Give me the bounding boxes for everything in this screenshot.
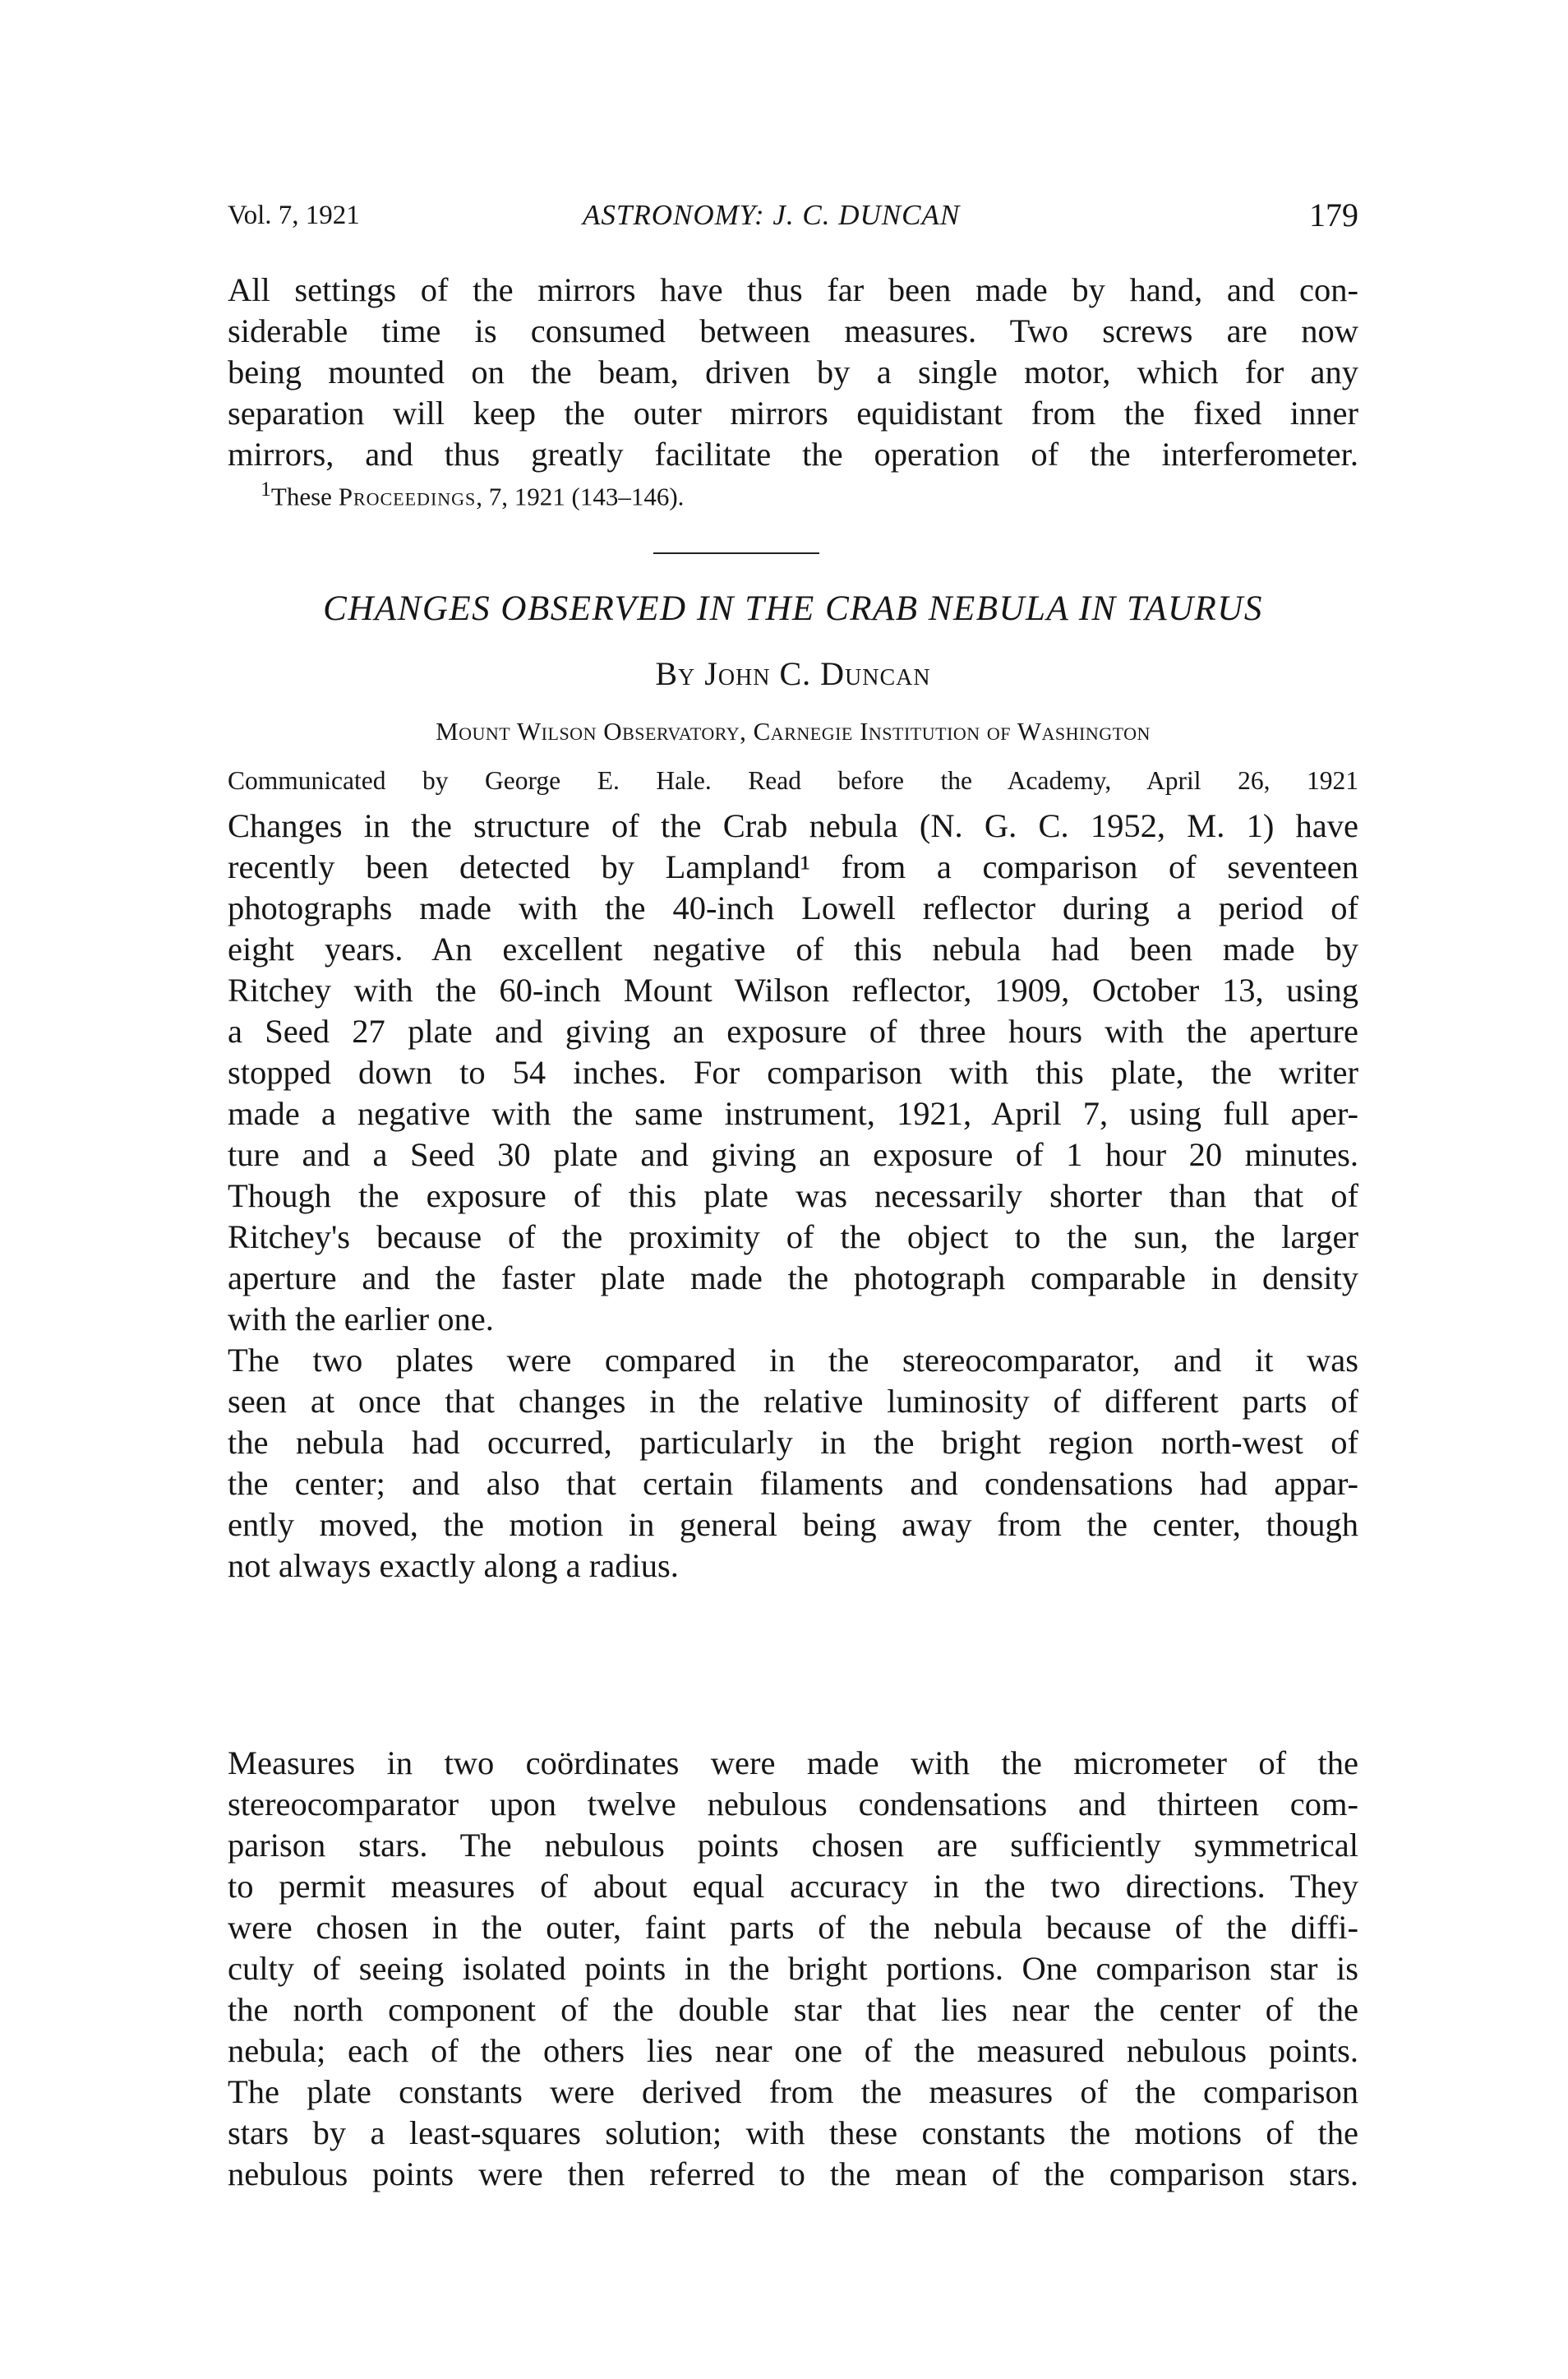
- text-line: aperture and the faster plate made the photograph comparable in density: [228, 1259, 1358, 1296]
- text-line: with the earlier one.: [228, 1300, 494, 1337]
- text-line: stereocomparator upon twelve nebulous condensations and thirteen com-: [228, 1785, 1358, 1822]
- text-line: a Seed 27 plate and giving an exposure of three hours with the aperture: [228, 1013, 1358, 1050]
- text-line: All settings of the mirrors have thus far been made by hand, and con-: [228, 271, 1358, 308]
- footnote-journal: Proceedings: [338, 482, 477, 511]
- text-line: Ritchey's because of the proximity of the object to the sun, the larger: [228, 1218, 1358, 1255]
- text-line: Changes in the structure of the Crab nebula (N. G. C. 1952, M. 1) have: [228, 807, 1358, 844]
- footnote-text-pre: These: [270, 482, 339, 511]
- footnote: [261, 477, 684, 511]
- text-line: the nebula had occurred, particularly in the bright region north-west of: [228, 1424, 1358, 1461]
- text-line: nebula; each of the others lies near one of the measured nebulous points.: [228, 2032, 1358, 2069]
- text-line: nebulous points were then referred to the mean of the comparison stars.: [228, 2155, 1358, 2192]
- text-line: not always exactly along a radius.: [228, 1547, 679, 1584]
- text-line: eight years. An excellent negative of this nebula had been made by: [228, 931, 1358, 968]
- text-line: made a negative with the same instrument, 1921, April 7, using full aper-: [228, 1095, 1358, 1132]
- article-title: CHANGES OBSERVED IN THE CRAB NEBULA IN TAURUS: [323, 589, 1263, 628]
- article-affiliation: Mount Wilson Observatory, Carnegie Institution of Washington: [436, 717, 1151, 746]
- paragraph-2: [228, 1340, 1358, 1587]
- text-line: the center; and also that certain filaments and condensations had appar-: [228, 1465, 1358, 1502]
- text-line: parison stars. The nebulous points chosen are sufficiently symmetrical: [228, 1827, 1358, 1864]
- text-line: photographs made with the 40-inch Lowell reflector during a period of: [228, 889, 1358, 926]
- text-line: The plate constants were derived from the measures of the comparison: [228, 2073, 1358, 2110]
- text-line: stars by a least-squares solution; with these constants the motions of the: [228, 2114, 1358, 2151]
- article-byline: By John C. Duncan: [655, 655, 931, 692]
- intro-paragraph: [228, 270, 1358, 475]
- text-line: stopped down to 54 inches. For comparison with this plate, the writer: [228, 1054, 1358, 1091]
- footnote-text-post: , 7, 1921 (143–146).: [476, 482, 685, 511]
- text-line: Measures in two coördinates were made with the micrometer of the: [228, 1744, 1358, 1781]
- text-line: separation will keep the outer mirrors equidistant from the fixed inner: [228, 395, 1358, 432]
- text-line: culty of seeing isolated points in the bright portions. One comparison star is: [228, 1950, 1358, 1987]
- section-label: ASTRONOMY: J. C. DUNCAN: [583, 199, 961, 231]
- text-line: recently been detected by Lampland¹ from a comparison of seventeen: [228, 848, 1358, 885]
- paragraph-3: [228, 1743, 1358, 2195]
- text-line: siderable time is consumed between measures. Two screws are now: [228, 312, 1358, 349]
- running-header: [228, 191, 1358, 240]
- text-line: the north component of the double star that lies near the center of the: [228, 1991, 1358, 2028]
- text-line: seen at once that changes in the relative luminosity of different parts of: [228, 1383, 1358, 1420]
- text-line: Though the exposure of this plate was necessarily shorter than that of: [228, 1177, 1358, 1214]
- text-line: mirrors, and thus greatly facilitate the operation of the interferometer.: [228, 436, 1358, 473]
- page-number: 179: [1309, 196, 1358, 233]
- communication-note: Communicated by George E. Hale. Read before the Academy, April 26, 1921: [228, 766, 1358, 795]
- text-line: Ritchey with the 60-inch Mount Wilson reflector, 1909, October 13, using: [228, 972, 1358, 1009]
- paragraph-1: [228, 806, 1358, 1340]
- volume-label: Vol. 7, 1921: [228, 201, 360, 230]
- text-line: to permit measures of about equal accuracy in the two directions. They: [228, 1868, 1358, 1905]
- text-line: ently moved, the motion in general being away from the center, though: [228, 1506, 1358, 1543]
- text-line: being mounted on the beam, driven by a single motor, which for any: [228, 353, 1358, 390]
- section-divider: [653, 552, 819, 554]
- text-line: ture and a Seed 30 plate and giving an exposure of 1 hour 20 minutes.: [228, 1136, 1358, 1173]
- text-line: The two plates were compared in the stereocomparator, and it was: [228, 1342, 1358, 1379]
- footnote-marker: 1: [261, 477, 271, 501]
- text-line: were chosen in the outer, faint parts of the nebula because of the diffi-: [228, 1909, 1358, 1946]
